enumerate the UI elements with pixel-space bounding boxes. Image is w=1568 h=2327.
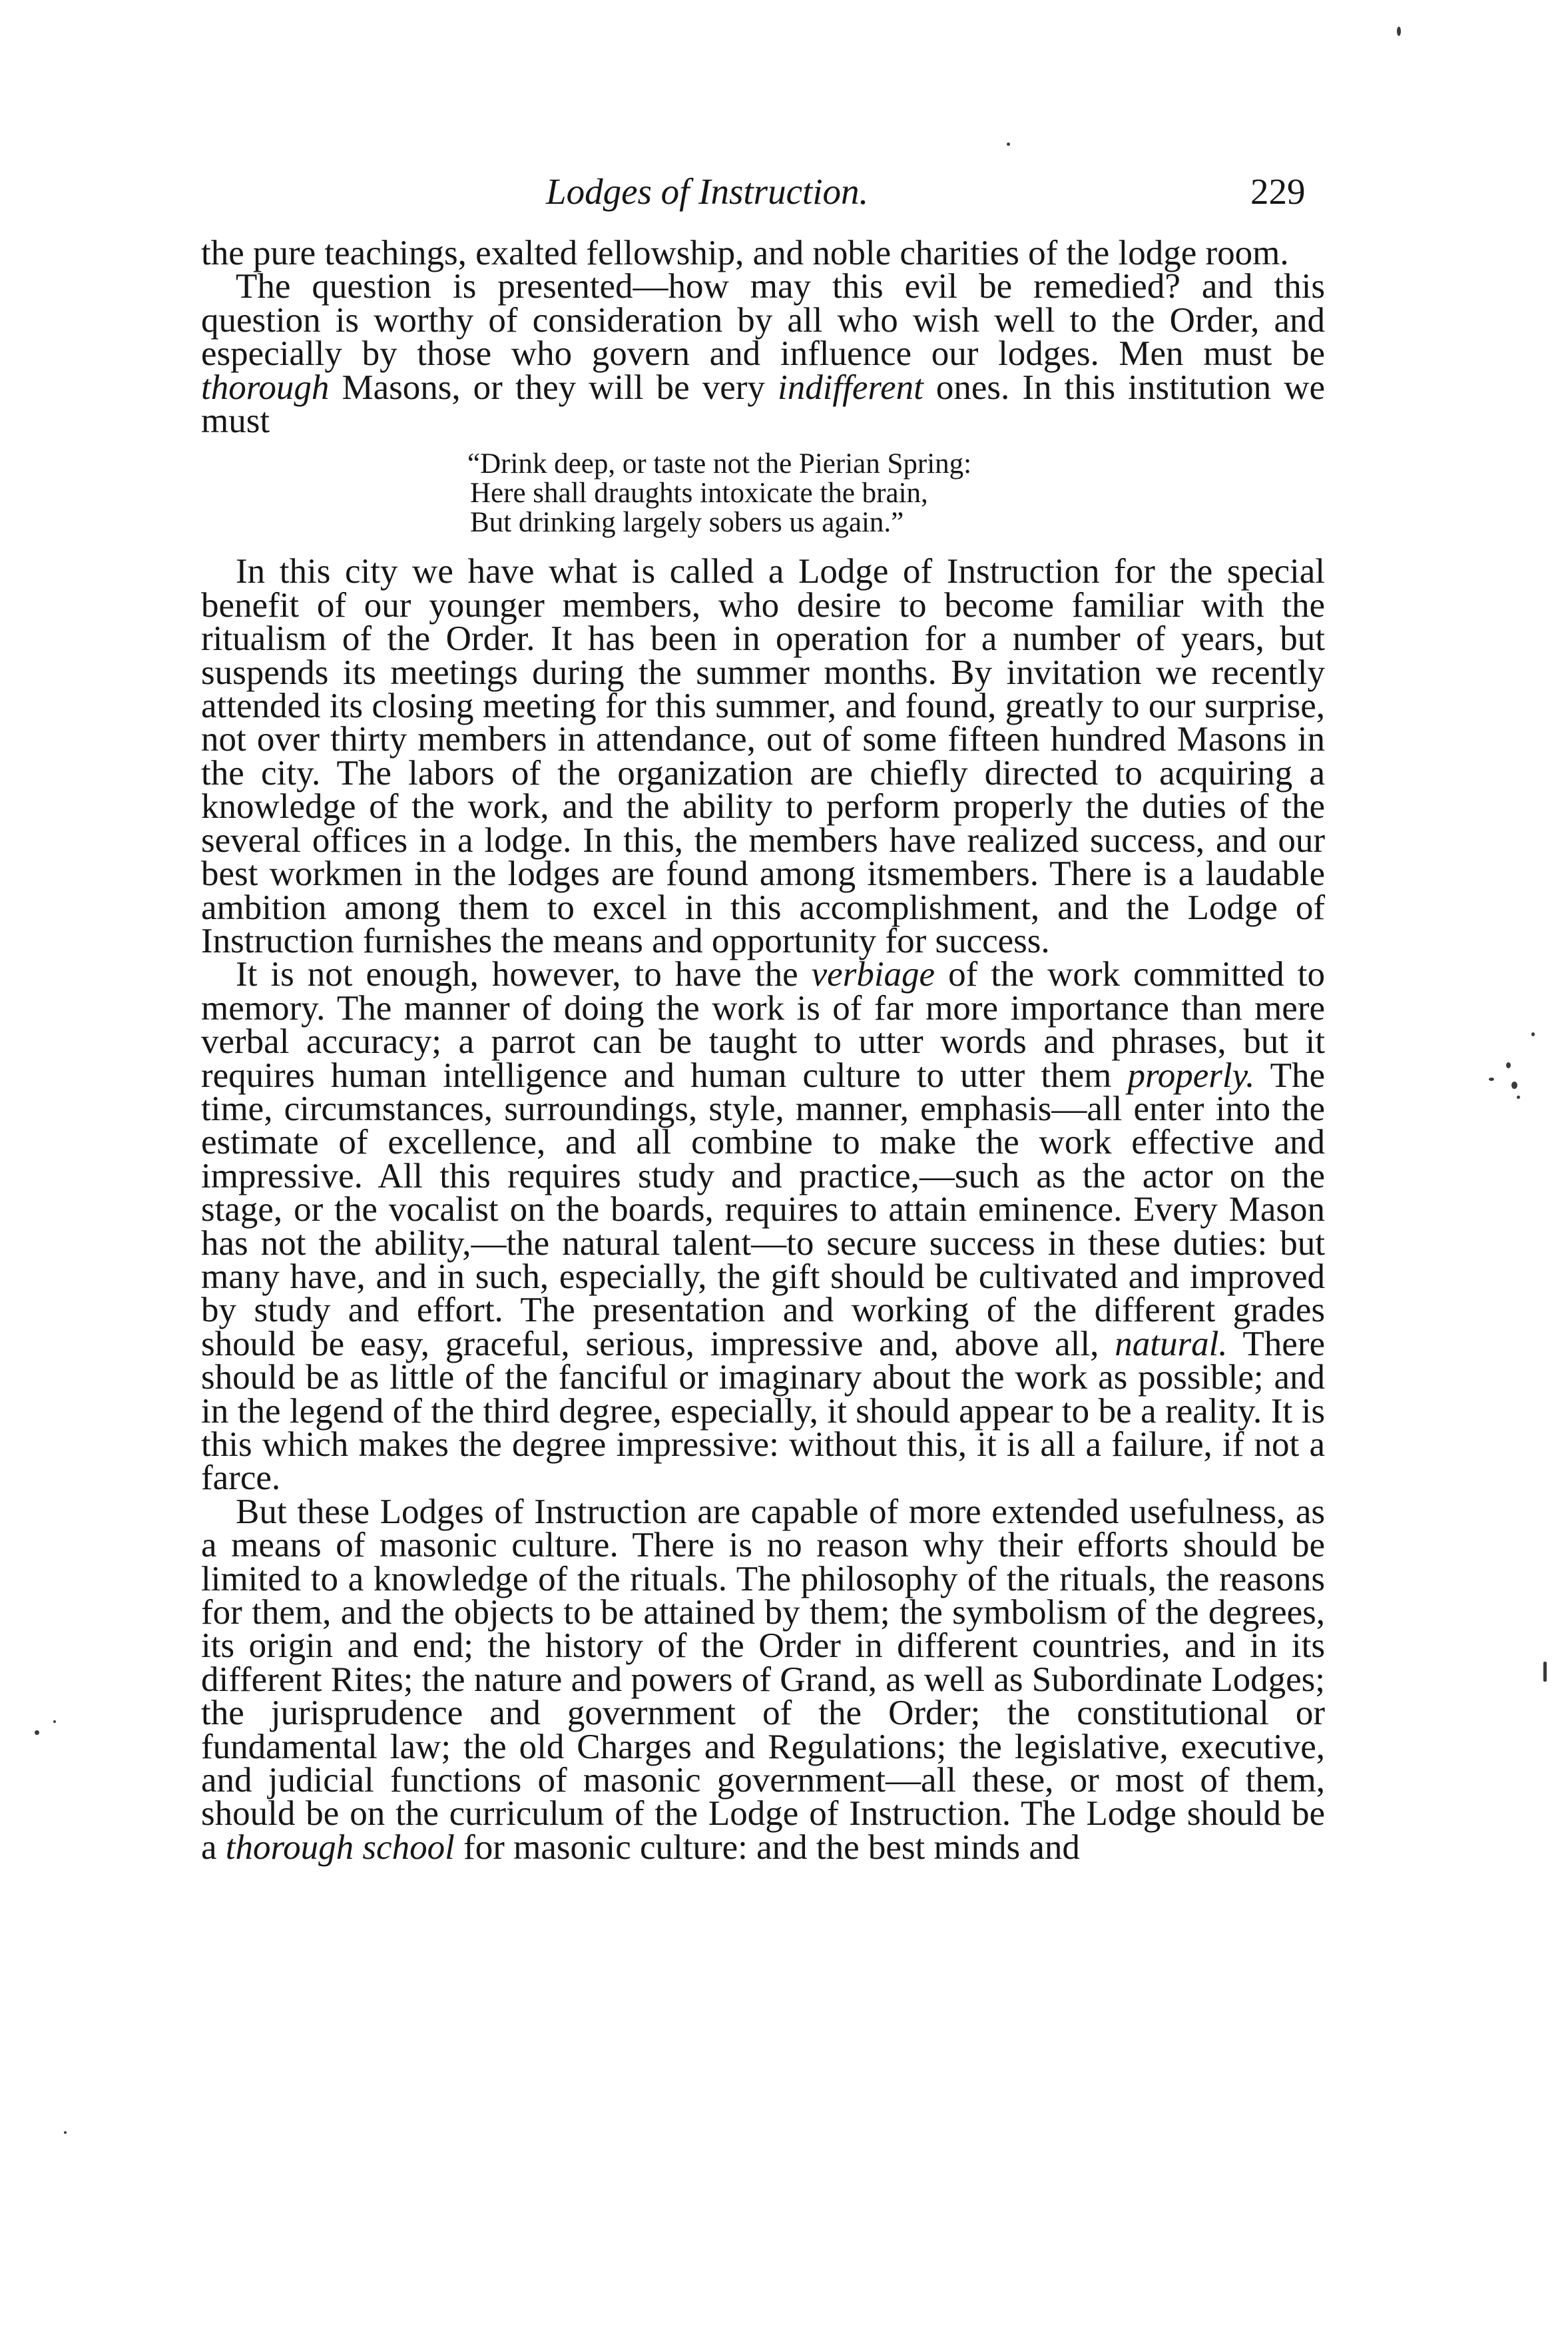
scan-speck — [1397, 27, 1401, 36]
verse-line: Here shall draughts intoxicate the brain, — [470, 478, 928, 509]
page-header — [0, 170, 1568, 224]
scan-speck — [1517, 1096, 1520, 1099]
italic-phrase: properly. — [1127, 1056, 1255, 1095]
scan-speck — [64, 2131, 67, 2134]
italic-phrase: indifferent — [777, 368, 923, 407]
paragraph — [201, 1492, 1325, 1867]
text-run: But these Lodges of Instruction are capable of more extended usefulness, as a means of masonic culture. There is no reason why their efforts should be limited to a knowledge of the rituals. The philosophy of the rituals, the reasons for them, and the objects to be attained by them; the symbolism of the degrees, its origin and end; the history of the Order in different countries, and in its different Rites; the nature and powers of Grand, as well as Subordinate Lodges; the jurisprudence and government of the Order; the constitutional or fundamental law; the old Charges and Regulations; the legislative, executive, and judicial functions of masonic government—all these, or most of them, should be on the curriculum of the Lodge of Instruction. The Lodge should be a — [201, 1492, 1325, 1867]
scan-speck — [1007, 143, 1010, 146]
text-run: In this city we have what is called a Lodge of Instruction for the special benefit of our younger members, who desire to become familiar with the ritualism of the Order. It has been in operation for a number of years, but suspends its meetings during the summer months. By invitation we recently attended its closing meeting for this summer, and found, greatly to our surprise, not over thirty members in attendance, out of some fifteen hundred Masons in the city. The labors of the organization are chiefly directed to acquiring a knowledge of the work, and the ability to perform properly the duties of the several offices in a lodge. In this, the members have realized success, and our best workmen in the lodges are found among itsmembers. There is a laudable ambition among them to excel in this accomplishment, and the Lodge of Instruction furnishes the means and opportunity for success. — [201, 552, 1325, 960]
italic-phrase: thorough — [201, 368, 330, 407]
italic-phrase: natural. — [1115, 1324, 1228, 1363]
text-run: for masonic culture: and the best minds and — [454, 1828, 1080, 1867]
page-number: 229 — [1250, 171, 1306, 212]
text-run: It is not enough, however, to have the — [236, 955, 812, 994]
italic-phrase: thorough school — [225, 1828, 455, 1867]
italic-phrase: verbiage — [811, 955, 935, 994]
text-run: of the work committed to memory. The manner of doing the work is of far more importance than mere verbal accuracy; a parrot can be taught to utter words and phrases, but it requires human intelligence and human culture to utter them — [201, 955, 1325, 1095]
scan-speck — [1511, 1082, 1517, 1089]
text-run: the pure teachings, exalted fellowship, and noble charities of the lodge room. — [201, 234, 1289, 272]
verse-line: “Drink deep, or taste not the Pierian Spring: — [467, 448, 972, 480]
scan-speck — [1506, 1062, 1511, 1068]
text-run: The question is presented—how may this evil be remedied? and this question is worthy of consideration by all who wish well to the Order, and especially by those who govern and influence our lodges. Men must be — [201, 267, 1325, 374]
paragraph — [201, 552, 1325, 960]
paragraph — [201, 236, 1325, 270]
text-run: ones. In this institution we must — [201, 368, 1326, 441]
scan-speck — [53, 1720, 56, 1723]
text-run: There should be as little of the fanciful or imaginary about the work as possible; and in the legend of the third degree, especially, it should appear to be a reality. It is this which makes the degree impressive: without this, it is all a failure, if not a farce. — [201, 1324, 1325, 1498]
verse-line: But drinking largely sobers us again.” — [470, 507, 904, 539]
verse-quotation — [201, 450, 1325, 537]
running-title: Lodges of Instruction. — [546, 171, 869, 212]
paragraph — [201, 955, 1325, 1498]
scan-speck — [1489, 1078, 1494, 1081]
scan-speck — [1543, 1662, 1547, 1682]
text-run: The time, circumstances, surroundings, style, manner, emphasis—all enter into the estimate of excellence, and all combine to make the work effective and impressive. All this requires study and practice,—such as the actor on the stage, or the vocalist on the boards, requires to attain eminence. Every Mason has not the ability,—the natural talent—to secure success in these duties: but many have, and in such, especially, the gift should be cultivated and improved by study and effort. The presentation and working of the different grades should be easy, graceful, serious, impressive and, above all, — [201, 1056, 1325, 1363]
scan-speck — [35, 1730, 39, 1735]
paragraph — [201, 267, 1326, 441]
scan-speck — [1531, 1032, 1535, 1036]
body-text — [201, 234, 1326, 1867]
text-run: Masons, or they will be very — [329, 368, 778, 407]
